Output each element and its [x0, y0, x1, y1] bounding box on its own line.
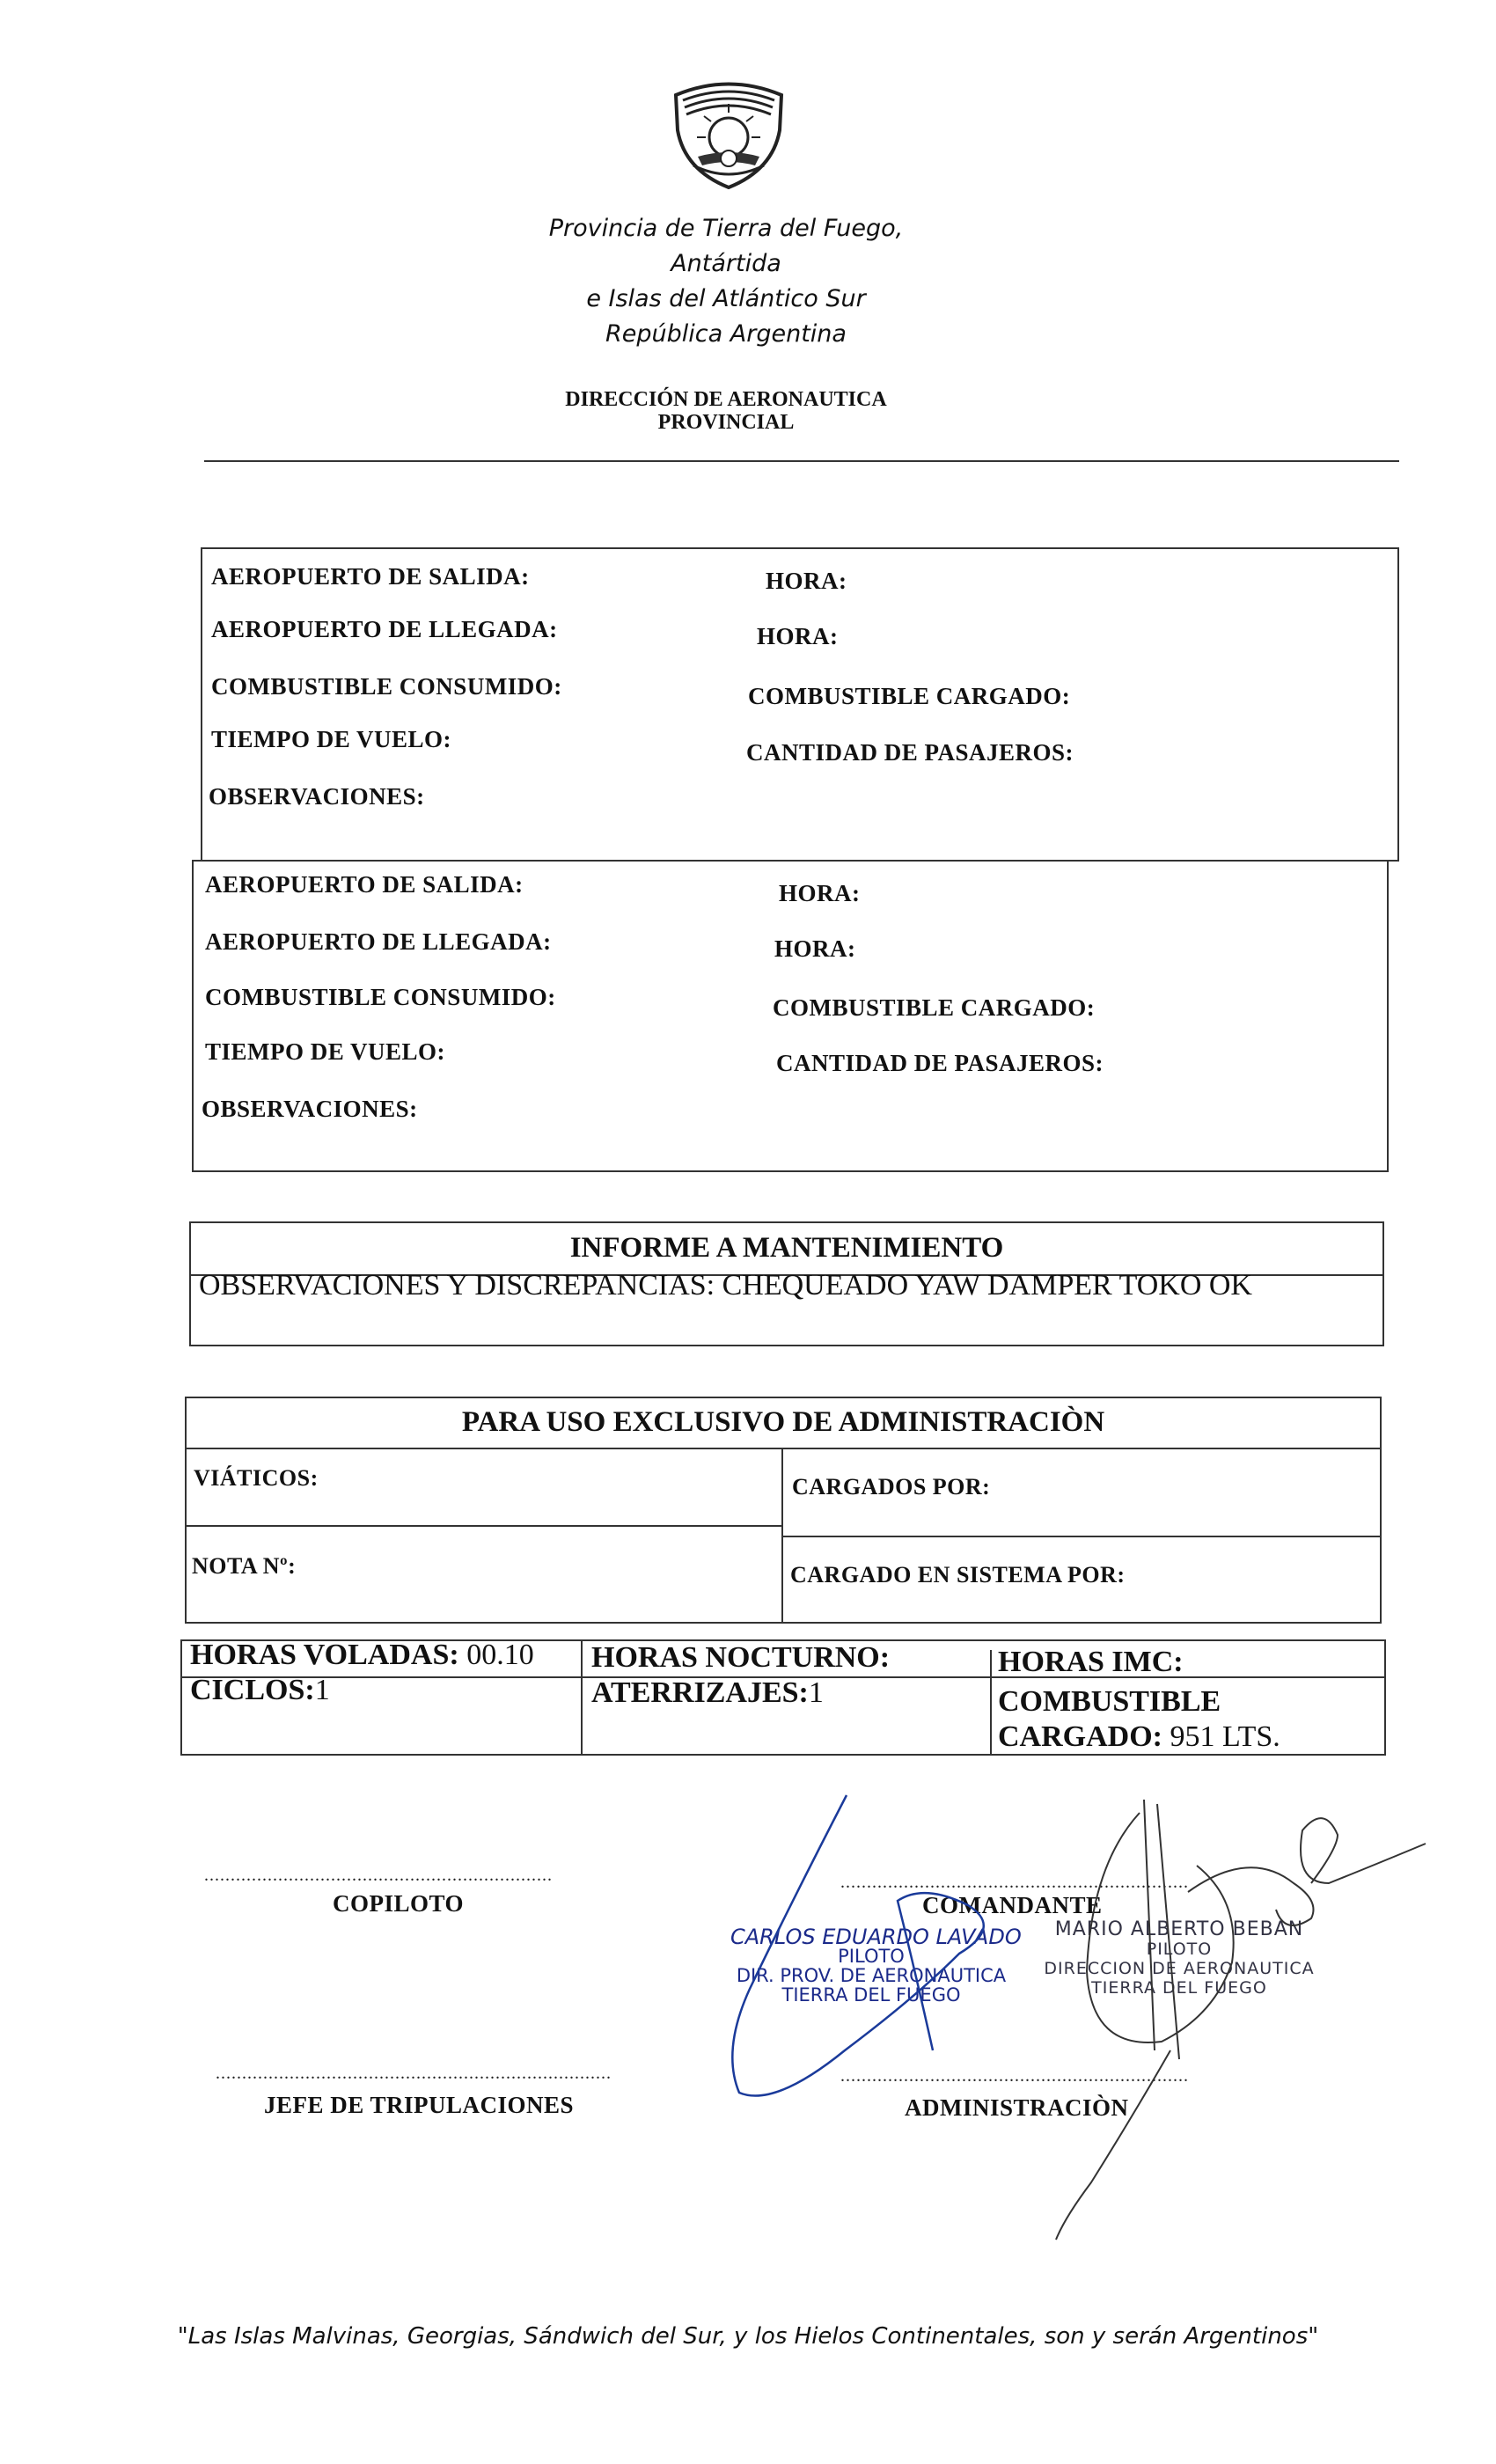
stamp-name: CARLOS EDUARDO LAVADO	[730, 1925, 1022, 1949]
stamp-place: TIERRA DEL FUEGO	[781, 1984, 961, 2006]
direction-line-2: PROVINCIAL	[657, 411, 795, 434]
stamp-role: PILOTO	[838, 1946, 905, 1967]
direction-line-1: DIRECCIÓN DE AERONAUTICA	[565, 388, 887, 411]
province-line-4: República Argentina	[605, 320, 847, 348]
stamp-org: DIRECCION DE AERONAUTICA	[1044, 1959, 1315, 1978]
passenger-count-label: CANTIDAD DE PASAJEROS:	[776, 1050, 1104, 1076]
night-hours: HORAS NOCTURNO:	[591, 1641, 891, 1674]
province-line-3: e Islas del Atlántico Sur	[586, 285, 866, 312]
commander-label: COMANDANTE	[922, 1892, 1103, 1918]
landings: ATERRIZAJES:1	[591, 1676, 824, 1709]
stamp-role: PILOTO	[1146, 1940, 1213, 1959]
system-loaded-by-label: CARGADO EN SISTEMA POR:	[790, 1562, 1126, 1588]
copilot-signature-line: ..................................................................	[204, 1866, 553, 1885]
flown-hours: HORAS VOLADAS: 00.10	[190, 1639, 534, 1671]
viaticos-label: VIÁTICOS:	[194, 1465, 319, 1491]
crew-chief-label: JEFE DE TRIPULACIONES	[264, 2092, 575, 2118]
stamp-name: MARIO ALBERTO BEBAN	[1054, 1918, 1304, 1940]
flight-time-label: TIEMPO DE VUELO:	[211, 726, 452, 752]
maintenance-title: INFORME A MANTENIMIENTO	[569, 1232, 1004, 1264]
fuel-loaded-label: COMBUSTIBLE CARGADO:	[773, 994, 1096, 1021]
province-line-2: Antártida	[671, 250, 781, 277]
admin-title: PARA USO EXCLUSIVO DE ADMINISTRACIÒN	[461, 1406, 1105, 1438]
flight-time-label: TIEMPO DE VUELO:	[205, 1038, 446, 1065]
fuel-consumed-label: COMBUSTIBLE CONSUMIDO:	[211, 673, 562, 700]
departure-airport-label: AEROPUERTO DE SALIDA:	[211, 563, 530, 590]
departure-time-label: HORA:	[766, 568, 847, 594]
stamp-org: DIR. PROV. DE AERONAUTICA	[736, 1965, 1007, 1986]
fuel-loaded-amount: CARGADO: 951 LTS.	[998, 1720, 1280, 1753]
departure-airport-label: AEROPUERTO DE SALIDA:	[205, 871, 524, 898]
departure-time-label: HORA:	[779, 880, 861, 906]
administration-label: ADMINISTRACIÒN	[905, 2094, 1129, 2121]
note-number-label: NOTA Nº:	[192, 1553, 297, 1579]
cycles: CICLOS:1	[190, 1674, 330, 1706]
fuel-loaded-title: COMBUSTIBLE	[998, 1685, 1221, 1718]
stamp-place: TIERRA DEL FUEGO	[1091, 1978, 1267, 1998]
arrival-time-label: HORA:	[774, 935, 856, 962]
copilot-label: COPILOTO	[333, 1890, 465, 1917]
arrival-airport-label: AEROPUERTO DE LLEGADA:	[205, 928, 552, 955]
observations-label: OBSERVACIONES:	[209, 783, 425, 810]
commander-signature-line: ..................................................................	[840, 1873, 1189, 1892]
arrival-time-label: HORA:	[757, 623, 839, 649]
arrival-airport-label: AEROPUERTO DE LLEGADA:	[211, 616, 558, 642]
maintenance-observations: OBSERVACIONES Y DISCREPANCIAS: CHEQUEADO YAW DAMPER TOKO OK	[199, 1269, 1252, 1302]
fuel-consumed-label: COMBUSTIBLE CONSUMIDO:	[205, 984, 556, 1010]
footer-quote: "Las Islas Malvinas, Georgias, Sándwich del Sur, y los Hielos Continentales, son y serán Argentinos"	[177, 2323, 1319, 2350]
passenger-count-label: CANTIDAD DE PASAJEROS:	[746, 739, 1074, 766]
crew-chief-signature-line: ...........................................................................	[216, 2064, 612, 2083]
imc-hours: HORAS IMC:	[998, 1646, 1184, 1678]
loaded-by-label: CARGADOS POR:	[792, 1474, 991, 1500]
province-line-1: Provincia de Tierra del Fuego,	[548, 215, 904, 242]
fuel-loaded-label: COMBUSTIBLE CARGADO:	[748, 683, 1071, 709]
administration-signature-line: ..................................................................	[840, 2066, 1189, 2086]
observations-label: OBSERVACIONES:	[202, 1096, 418, 1122]
